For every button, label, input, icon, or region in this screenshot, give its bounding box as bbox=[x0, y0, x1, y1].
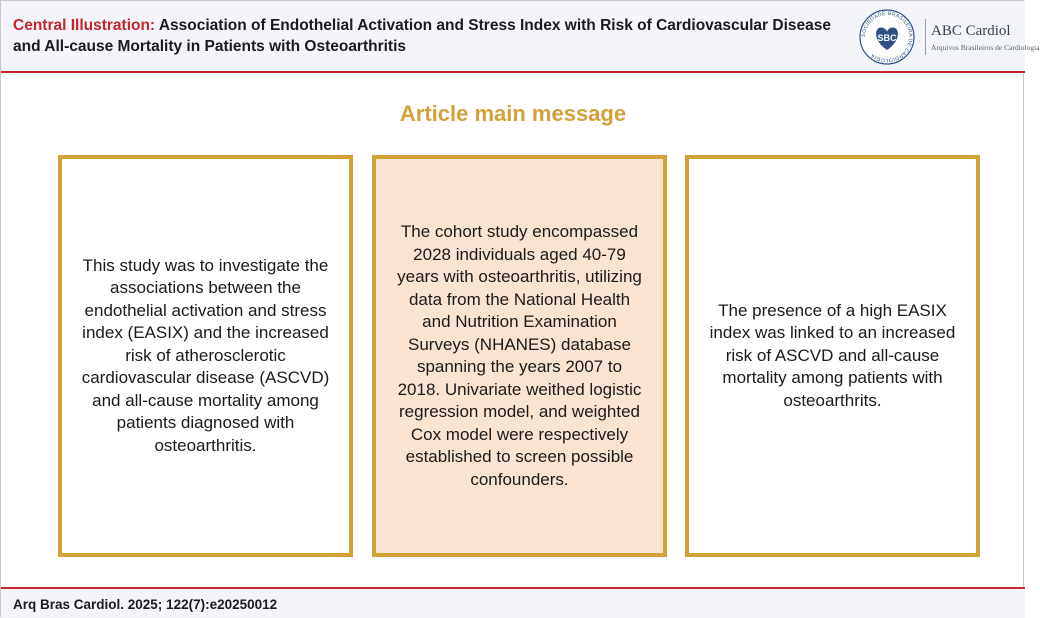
footer-bar bbox=[1, 587, 1025, 618]
title-text: Association of Endothelial Activation and Stress Index with Risk of Cardiovascular Disease and All-cause Mortality in Patients with Osteoarthritis bbox=[13, 17, 831, 55]
citation: Arq Bras Cardiol. 2025; 122(7):e20250012 bbox=[13, 597, 278, 612]
header-bar bbox=[1, 1, 1040, 73]
sbc-initials: SBC bbox=[877, 33, 897, 43]
title-label: Central Illustration: bbox=[13, 17, 156, 34]
journal-logos bbox=[859, 9, 1040, 65]
page-title bbox=[13, 15, 833, 57]
message-box-objective-text: This study was to investigate the associations between the endothelial activation and stress index (EASIX) and the increased risk of atherosclerotic cardiovascular disease (ASCVD) and all-cause mortality among patients diagnosed with osteoarthritis. bbox=[81, 255, 330, 455]
sbc-seal-icon bbox=[859, 9, 915, 65]
message-box-methods-text: The cohort study encompassed 2028 individuals aged 40-79 years with osteoarthritis, utilizing data from the National Health and Nutrition Examination Surveys (NHANES) database spanning the years 2007 to 2018. Univariate weithed logistic regression model, and weighted Cox model were respectively established to screen possible confounders. bbox=[397, 222, 642, 489]
message-box-conclusion-text: The presence of a high EASIX index was linked to an increased risk of ASCVD and all-cause mortality among patients with osteoarthrits. bbox=[709, 300, 956, 410]
sbc-ring-text: SOCIEDADE BRASILEIRA DE CARDIOLOGIA bbox=[860, 10, 914, 64]
abc-cardiol-subtitle: Arquivos Brasileiros de Cardiologia bbox=[931, 43, 1040, 52]
abc-cardiol-logo: ABC Cardiol bbox=[931, 23, 1011, 39]
message-box-conclusion bbox=[685, 155, 980, 557]
message-box-methods bbox=[372, 155, 667, 557]
logo-divider bbox=[925, 19, 926, 55]
message-box-objective bbox=[58, 155, 353, 557]
main-message-heading: Article main message bbox=[399, 101, 627, 126]
